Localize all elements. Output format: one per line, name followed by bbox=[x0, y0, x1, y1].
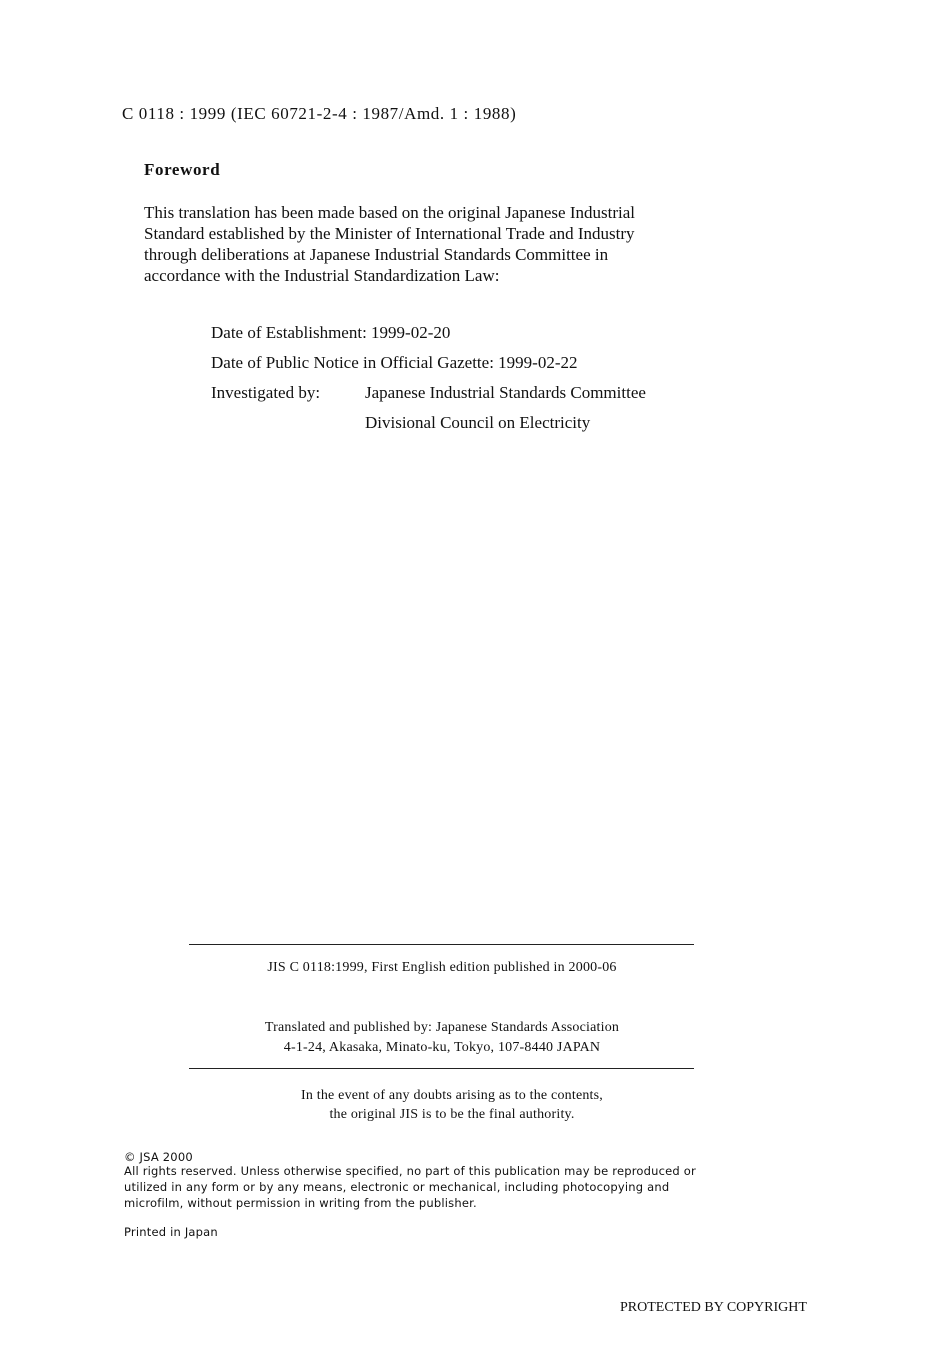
publisher-block bbox=[0, 1018, 884, 1058]
foreword-line: through deliberations at Japanese Industrial Standards Committee in bbox=[144, 245, 609, 264]
authority-line: the original JIS is to be the final authority. bbox=[329, 1107, 575, 1122]
document-designation: C 0118 : 1999 (IEC 60721-2-4 : 1987/Amd. 1 : 1988) bbox=[122, 104, 517, 123]
copyright-notice: © JSA 2000 bbox=[124, 1150, 193, 1164]
public-notice-date: Date of Public Notice in Official Gazette: 1999-02-22 bbox=[211, 353, 578, 372]
foreword-paragraph bbox=[144, 202, 784, 286]
authority-line: In the event of any doubts arising as to the contents, bbox=[300, 1088, 603, 1103]
investigating-council: Divisional Council on Electricity bbox=[365, 413, 591, 432]
investigated-label: Investigated by: bbox=[211, 383, 321, 402]
foreword-line: accordance with the Industrial Standardization Law: bbox=[144, 266, 500, 285]
publisher-name: Translated and published by: Japanese Standards Association bbox=[264, 1020, 620, 1035]
investigating-committee: Japanese Industrial Standards Committee bbox=[365, 383, 646, 402]
foreword-heading: Foreword bbox=[144, 160, 221, 179]
top-divider bbox=[189, 944, 694, 945]
rights-line: All rights reserved. Unless otherwise specified, no part of this publication may be reproduced or bbox=[124, 1164, 696, 1178]
publisher-address: 4-1-24, Akasaka, Minato-ku, Tokyo, 107-8440 JAPAN bbox=[283, 1040, 601, 1055]
rights-line: microfilm, without permission in writing from the publisher. bbox=[124, 1196, 477, 1210]
foreword-line: Standard established by the Minister of International Trade and Industry bbox=[144, 224, 635, 243]
authority-notice bbox=[0, 1086, 904, 1124]
establishment-date: Date of Establishment: 1999-02-20 bbox=[211, 323, 451, 342]
printed-in: Printed in Japan bbox=[124, 1225, 218, 1239]
foreword-line: This translation has been made based on the original Japanese Industrial bbox=[144, 203, 635, 222]
edition-statement: JIS C 0118:1999, First English edition published in 2000-06 bbox=[267, 960, 617, 975]
rights-statement bbox=[124, 1163, 764, 1211]
bottom-divider bbox=[189, 1068, 694, 1069]
protected-watermark: PROTECTED BY COPYRIGHT bbox=[620, 1300, 807, 1315]
rights-line: utilized in any form or by any means, electronic or mechanical, including photocopying and bbox=[124, 1180, 670, 1194]
